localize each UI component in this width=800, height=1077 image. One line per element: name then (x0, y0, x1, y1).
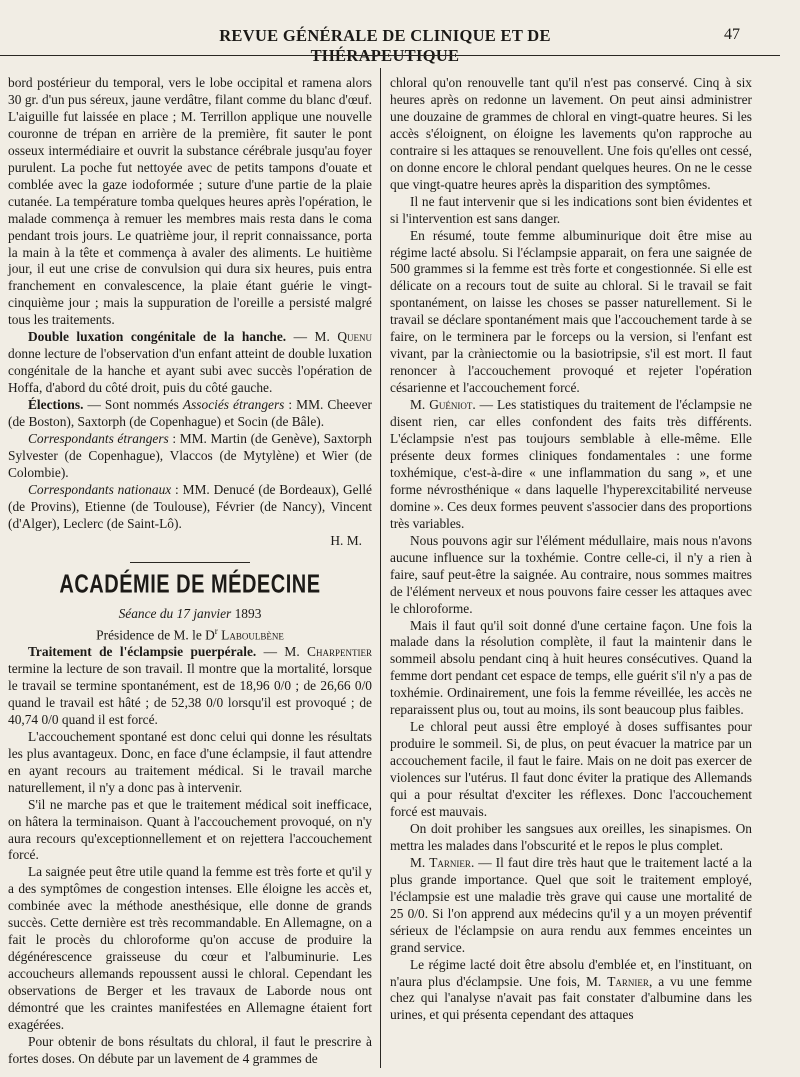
topic-heading: Double luxation congénitale de la hanche. (28, 329, 287, 345)
paragraph: Le régime lacté doit être absolu d'emblée et, en l'instituant, on n'aura plus d'éclampsie. Une fois, M. Tarnier, a vu une femme chez qui l'analyse n'avait pas fait constater d'albumine dans les urines, et qui présenta cependant des attaques (390, 956, 752, 1023)
paragraph-national-correspondents: Correspondants nationaux : MM. Denucé (de Bordeaux), Gellé (de Provins), Etienne (de Toulouse), Février (de Nancy), Vincent (d'Alger), Leclerc (de Saint-Lô). (8, 481, 372, 531)
signature: H. M. (330, 532, 362, 548)
paragraph-eclampsia: Traitement de l'éclampsie puerpérale. — M. Charpentier termine la lecture de son travail. Il montre que la mortalité, lorsque le travail se termine spontanément, est de 18,96 0/0 ; de 26,66 0/0 quand le travail est hâté ; de 52,38 0/0 lorsqu'il est provoqué ; de 40,74 0/0 quand il est forcé. (8, 644, 372, 727)
paragraph: Nous pouvons agir sur l'élément médullaire, mais nous n'avons aucune influence sur la toxhémie. Contre celle-ci, il n'y a rien à faire, sauf peut-être la saignée. Au contraire, nous sommes maitres de l'élément nerveux et nous pouvons faire cesser les attaques avec le chloroforme. (390, 532, 752, 616)
paragraph: bord postérieur du temporal, vers le lobe occipital et ramena alors 30 gr. d'un pus séreux, jaune verdâtre, filant comme du blanc d'œuf. L'aiguille fut laissée en place ; M. Terrillon applique une nouvelle couronne de trépan en arrière de la première, fit sauter le pont osseux intermédiaire et ouvrit la substance cérébrale jusqu'au foyer purulent. La poche fut nettoyée avec de petits tampons d'ouate et comblée avec la gaze iodoformée ; suture d'une partie de la plaie cutanée. La température tomba quelques heures après l'opération, le malade commença à remuer les membres mais resta dans le coma pendant trois jours. Le quatrième jour, il reprit connaissance, porta la main à la tête et commença à avaler des aliments. Le huitième jour, il eut une crise de convulsion qui dura six heures, puis entra franchement en convalescence, la plaie étant guérie le vingt-cinquième jour ; mais la suppuration de l'oreille a persisté malgré tous les traitements. (8, 75, 372, 328)
president-name: Laboulbène (217, 627, 284, 643)
author-name: Quenu (337, 329, 372, 345)
paragraph-foreign-correspondents: Correspondants étrangers : MM. Martin (de Genève), Saxtorph Sylvester (de Copenhague), Vlaccos (de Mytylène) et Wier (de Colombie). (8, 431, 372, 480)
session-date: Séance du 17 janvier 1893 (118, 605, 262, 621)
paragraph: Mais il faut qu'il soit donné d'une certaine façon. Une fois la malade dans la résolution complète, il faut la maintenir dans le sommeil absolu pendant cinq à huit heures consécutives. Quand la femme dort pendant cet espace de temps, elle guérit s'il n'y a pas de toxhémie. Ordinairement, une fois la femme réveillée, les accès ne reparaissent plus ou, tout au moins, ils sont beaucoup plus faibles. (390, 617, 752, 718)
topic-heading: Élections. (28, 397, 84, 413)
paragraph: La saignée peut être utile quand la femme est très forte et qu'il y a des symptômes de congestion intenses. Elle éloigne les accès et, combinée avec la méthode anesthésique, elle donne de grands succès. Cette dernière est très recommandable. En Allemagne, on a fait le procès du chloroforme qu'on accuse de produire la dégénérescence graisseuse du cœur et l'albuminurie. Les accoucheurs allemands repoussent aussi le chloral. Cependant les observations de Berger et les travaux de Laborde nous ont démontré que les craintes manifestées en Allemagne étaient fort exagérées. (8, 864, 372, 1032)
signature-line (8, 533, 372, 550)
section-title: ACADÉMIE DE MÉDECINE (59, 570, 321, 599)
paragraph: Il ne faut intervenir que si les indications sont bien évidentes et si l'intervention est sans danger. (390, 193, 752, 226)
paragraph-gueniot: M. Guéniot. — Les statistiques du traitement de l'éclampsie ne disent rien, car elles confondent des faits très différents. L'éclampsie n'est pas toujours semblable à elle-même. Elle présente deux formes cliniques fondamentales : une forme toxhémique, c'est-à-dire « une inflammation du sang », et une forme névrosthénique « dans laquelle l'hyperexcitabilité nerveuse domine ». Ces deux formes peuvent s'associer dans des proportions très variables. (390, 397, 752, 531)
topic-heading: Traitement de l'éclampsie puerpérale. (28, 644, 257, 660)
author-name: Guéniot (429, 397, 473, 413)
paragraph: Pour obtenir de bons résultats du chloral, il faut le prescrire à fortes doses. On débute par un lavement de 4 grammes de (8, 1033, 372, 1066)
paragraph: En résumé, toute femme albuminurique doit être mise au régime lacté absolu. Si l'éclampsie apparait, on fera une saignée de 500 grammes si la femme est très forte et congestionnée. Si elle est délicate on a recours tout de suite au chloral. Si le travail se fait spontanément, on laisse les choses se passer naturellement. Si le travail se déclare spontanément mais que l'accouchement tarde à se faire, on le terminera par le forceps ou la version, si l'enfant est vivant, par la cràniectomie ou la basiotripsie, s'il est mort. Il faut renoncer à l'accouchement provoqué et rejeter l'opération césarienne et l'accouchement forcé. (390, 227, 752, 396)
left-column (8, 75, 372, 1068)
paragraph-elections: Élections. — Sont nommés Associés étrangers : MM. Cheever (de Boston), Saxtorph (de Copenhague) et Socin (de Bâle). (8, 397, 372, 430)
paragraph-tarnier: M. Tarnier. — Il faut dire très haut que le traitement lacté a la plus grande importance. Quel que soit le traitement employé, l'éclampsie est une maladie très grave qui cause une mortalité de 25 0/0. Si l'on apprend aux médecins qu'il y a un moyen préventif sérieux de l'éclampsie on aura rendu aux femmes enceintes un grand service. (390, 854, 752, 955)
header-rule (0, 55, 780, 56)
author-name: Tarnier (429, 854, 471, 870)
paragraph: chloral qu'on renouvelle tant qu'il n'est pas conservé. Cinq à six heures après on redonne un lavement. On peut ainsi administrer une douzaine de grammes de chloral en vingt-quatre heures. Si les accès s'éloignent, on éloigne les lavements qu'on rapproche au contraire si les attaques se renouvellent. Une fois qu'elles ont cessé, on donne encore le chloral pendant quelques heures. On ne le cesse que vingt-quatre heures après la disparition des symptômes. (390, 75, 752, 192)
paragraph-hip-luxation: Double luxation congénitale de la hanche. — M. Quenu donne lecture de l'observation d'un enfant atteint de double luxation congénitale de la hanche et ayant subi avec succès l'opération de Hoffa, d'abord du côté droit, puis du côté gauche. (8, 329, 372, 396)
paragraph: On doit prohiber les sangsues aux oreilles, les sinapismes. On mettra les malades dans l'obscurité et le repos le plus complet. (390, 820, 752, 853)
paragraph: S'il ne marche pas et que le traitement médical soit inefficace, on hâtera la terminaison. Quant à l'accouchement provoqué, on n'y aura recours qu'exceptionnellement et on rejettera l'accouchement forcé. (8, 796, 372, 863)
running-header (0, 26, 800, 65)
author-name: Tarnier (607, 973, 649, 989)
column-divider (380, 68, 381, 1068)
page-number: 47 (724, 26, 740, 43)
right-column (390, 75, 752, 1024)
paragraph: L'accouchement spontané est donc celui qui donne les résultats les plus avantageux. Donc, en face d'une éclampsie, il faut attendre en ayant recours au traitement médical. Si le travail marche naturellement, il n'y a donc pas à intervenir. (8, 728, 372, 795)
paragraph: Le chloral peut aussi être employé à doses suffisantes pour produire le sommeil. Si, de plus, on peut évacuer la matrice par un accouchement facile, il faut le faire. Mais on ne doit pas exercer de violences sur l'utérus. Il faut donc éviter la pratique des Allemands qui a pour résultat d'exciter les réflexes. Donc l'accouchement forcé est mauvais. (390, 719, 752, 819)
section-rule (130, 562, 250, 563)
author-name: Charpentier (307, 644, 372, 660)
journal-title: REVUE GÉNÉRALE DE CLINIQUE ET DE THÉRAPEUTIQUE (219, 26, 551, 65)
presidency-line: Présidence de M. le $D^r$ Laboulbène (96, 625, 284, 643)
